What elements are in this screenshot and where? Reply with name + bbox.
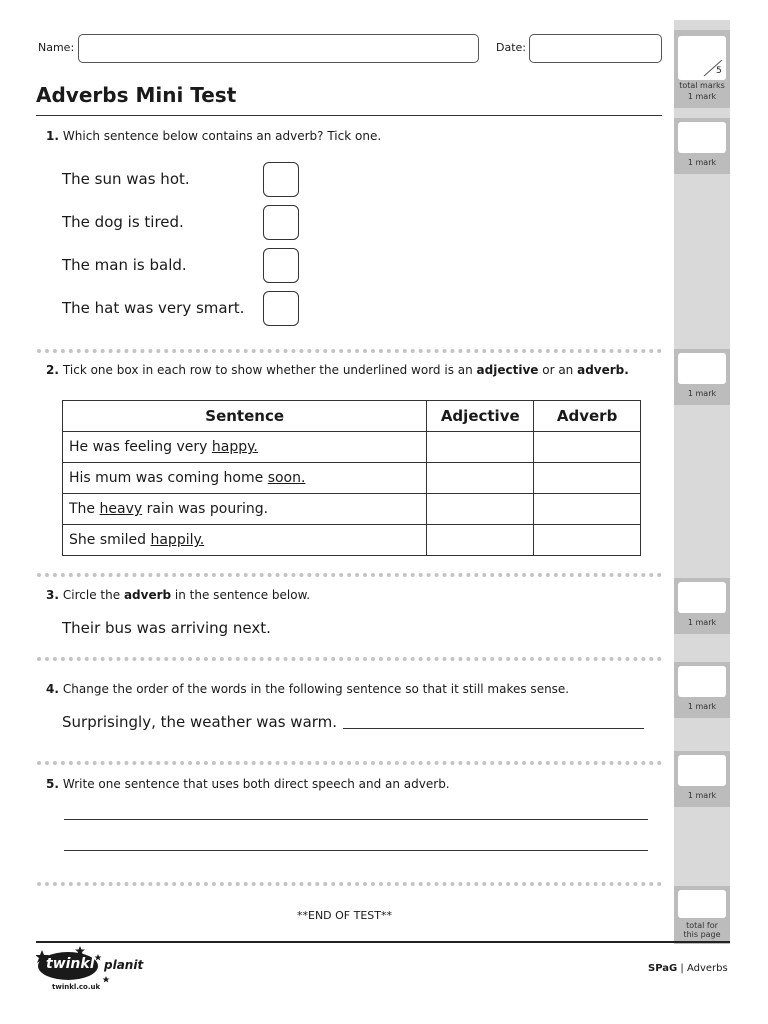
q2-sentence-4 <box>63 525 427 556</box>
q2-adverb-cell-2[interactable] <box>534 463 641 494</box>
q3-prompt-bold: adverb <box>123 588 172 602</box>
q2-adverb-cell-3[interactable] <box>534 494 641 525</box>
q1-tickbox-4[interactable] <box>263 291 299 326</box>
q2-sentence-4-pre: She smiled <box>69 532 151 548</box>
q3-sentence[interactable]: Their bus was arriving next. <box>62 619 271 637</box>
q3-prompt <box>46 588 310 602</box>
q2-adjective-cell-4[interactable] <box>427 525 534 556</box>
divider-4 <box>37 761 662 765</box>
q2-sentence-2-underlined: soon. <box>267 470 306 486</box>
q2-sentence-1-pre: He was feeling very <box>69 439 212 455</box>
q5-mark-box[interactable] <box>678 666 726 697</box>
q1-tickbox-3[interactable] <box>263 248 299 283</box>
q2-adjective-cell-2[interactable] <box>427 463 534 494</box>
q1-option-3: The man is bald. <box>62 256 187 274</box>
q2-prompt <box>46 363 629 377</box>
q4-prompt-text: Change the order of the words in the following sentence so that it still makes sense. <box>62 682 570 696</box>
logo-site: twinkl.co.uk <box>52 983 101 991</box>
end-of-test: **END OF TEST** <box>297 909 392 922</box>
q4-prompt <box>46 682 569 696</box>
q2-sentence-3 <box>63 494 427 525</box>
q1-prompt <box>46 129 381 143</box>
q5-answer-line-1[interactable] <box>64 819 648 820</box>
q2-adjective-cell-3[interactable] <box>427 494 534 525</box>
footer-topic: Adverbs <box>686 963 728 974</box>
q2-sentence-1-underlined: happy. <box>211 439 258 455</box>
q3-mark-box[interactable] <box>678 353 726 384</box>
q5-mark-label: 1 mark <box>687 702 717 711</box>
q2-header-adverb: Adverb <box>534 401 641 432</box>
q2-header-sentence: Sentence <box>63 401 427 432</box>
table-row <box>63 525 641 556</box>
q2-header-adjective: Adjective <box>427 401 534 432</box>
q2-header-row <box>63 401 641 432</box>
q2-prompt-bold-b: adverb. <box>577 363 629 377</box>
q2-adverb-cell-1[interactable] <box>534 432 641 463</box>
date-label: Date: <box>496 41 526 54</box>
page-title: Adverbs Mini Test <box>36 83 237 107</box>
q4-answer-line[interactable] <box>343 728 644 729</box>
divider-2 <box>37 573 662 577</box>
q2-sentence-2-pre: His mum was coming home <box>69 470 268 486</box>
page-total-label-2: this page <box>683 930 721 939</box>
q2-mark-box[interactable] <box>678 122 726 153</box>
q2-adjective-cell-1[interactable] <box>427 432 534 463</box>
q5-prompt-text: Write one sentence that uses both direct speech and an adverb. <box>62 777 450 791</box>
q6-mark-box[interactable] <box>678 755 726 786</box>
q4-sentence: Surprisingly, the weather was warm. <box>62 713 338 731</box>
divider-5 <box>37 882 662 886</box>
date-field[interactable] <box>529 34 662 63</box>
q3-prompt-text-b: in the sentence below. <box>171 588 311 602</box>
q4-mark-box[interactable] <box>678 582 726 613</box>
q3-number: 3. <box>46 588 59 602</box>
q1-tickbox-1[interactable] <box>263 162 299 197</box>
q2-mark-label: 1 mark <box>687 158 717 167</box>
q6-mark-label: 1 mark <box>687 791 717 800</box>
total-marks-value: 5 <box>716 66 722 76</box>
q1-prompt-text: Which sentence below contains an adverb? Tick one. <box>62 129 382 143</box>
q2-sentence-4-underlined: happily. <box>150 532 205 548</box>
q2-sentence-3-underlined: heavy <box>99 501 143 517</box>
q3-prompt-text-a: Circle the <box>62 588 124 602</box>
q1-option-2: The dog is tired. <box>62 213 184 231</box>
table-row <box>63 432 641 463</box>
q2-table <box>62 400 641 556</box>
q1-tickbox-2[interactable] <box>263 205 299 240</box>
total-marks-label: total marks <box>679 81 725 90</box>
name-field[interactable] <box>78 34 479 63</box>
q2-adverb-cell-4[interactable] <box>534 525 641 556</box>
q4-number: 4. <box>46 682 59 696</box>
q1-mark-label: 1 mark <box>687 92 717 101</box>
q5-answer-line-2[interactable] <box>64 850 648 851</box>
footer-spag: SPaG <box>648 963 678 974</box>
q2-number: 2. <box>46 363 59 377</box>
q2-prompt-text-a: Tick one box in each row to show whether the underlined word is an <box>62 363 477 377</box>
twinkl-logo <box>36 946 144 994</box>
q1-option-4: The hat was very smart. <box>62 299 245 317</box>
q2-sentence-1 <box>63 432 427 463</box>
q2-prompt-text-b: or an <box>538 363 578 377</box>
name-label: Name: <box>38 41 75 54</box>
q2-sentence-2 <box>63 463 427 494</box>
page-total-label-1: total for <box>686 921 718 930</box>
footer-rule <box>36 941 730 943</box>
q1-number: 1. <box>46 129 59 143</box>
footer-sep: | <box>677 963 687 974</box>
q1-option-1: The sun was hot. <box>62 170 190 188</box>
table-row <box>63 494 641 525</box>
title-rule <box>36 115 662 116</box>
q2-prompt-bold-a: adjective <box>476 363 539 377</box>
logo-text: twinkl <box>46 956 95 972</box>
divider-1 <box>37 349 662 353</box>
table-row <box>63 463 641 494</box>
q2-sentence-3-pre: The <box>69 501 100 517</box>
q5-prompt <box>46 777 450 791</box>
q2-sentence-3-post: rain was pouring. <box>142 501 269 517</box>
page-total-box[interactable] <box>678 890 726 918</box>
logo-planit: planit <box>104 958 144 972</box>
q4-mark-label: 1 mark <box>687 618 717 627</box>
q3-mark-label: 1 mark <box>687 389 717 398</box>
footer-subject <box>648 963 728 974</box>
q5-number: 5. <box>46 777 59 791</box>
total-marks-box[interactable] <box>678 36 726 80</box>
divider-3 <box>37 657 662 661</box>
